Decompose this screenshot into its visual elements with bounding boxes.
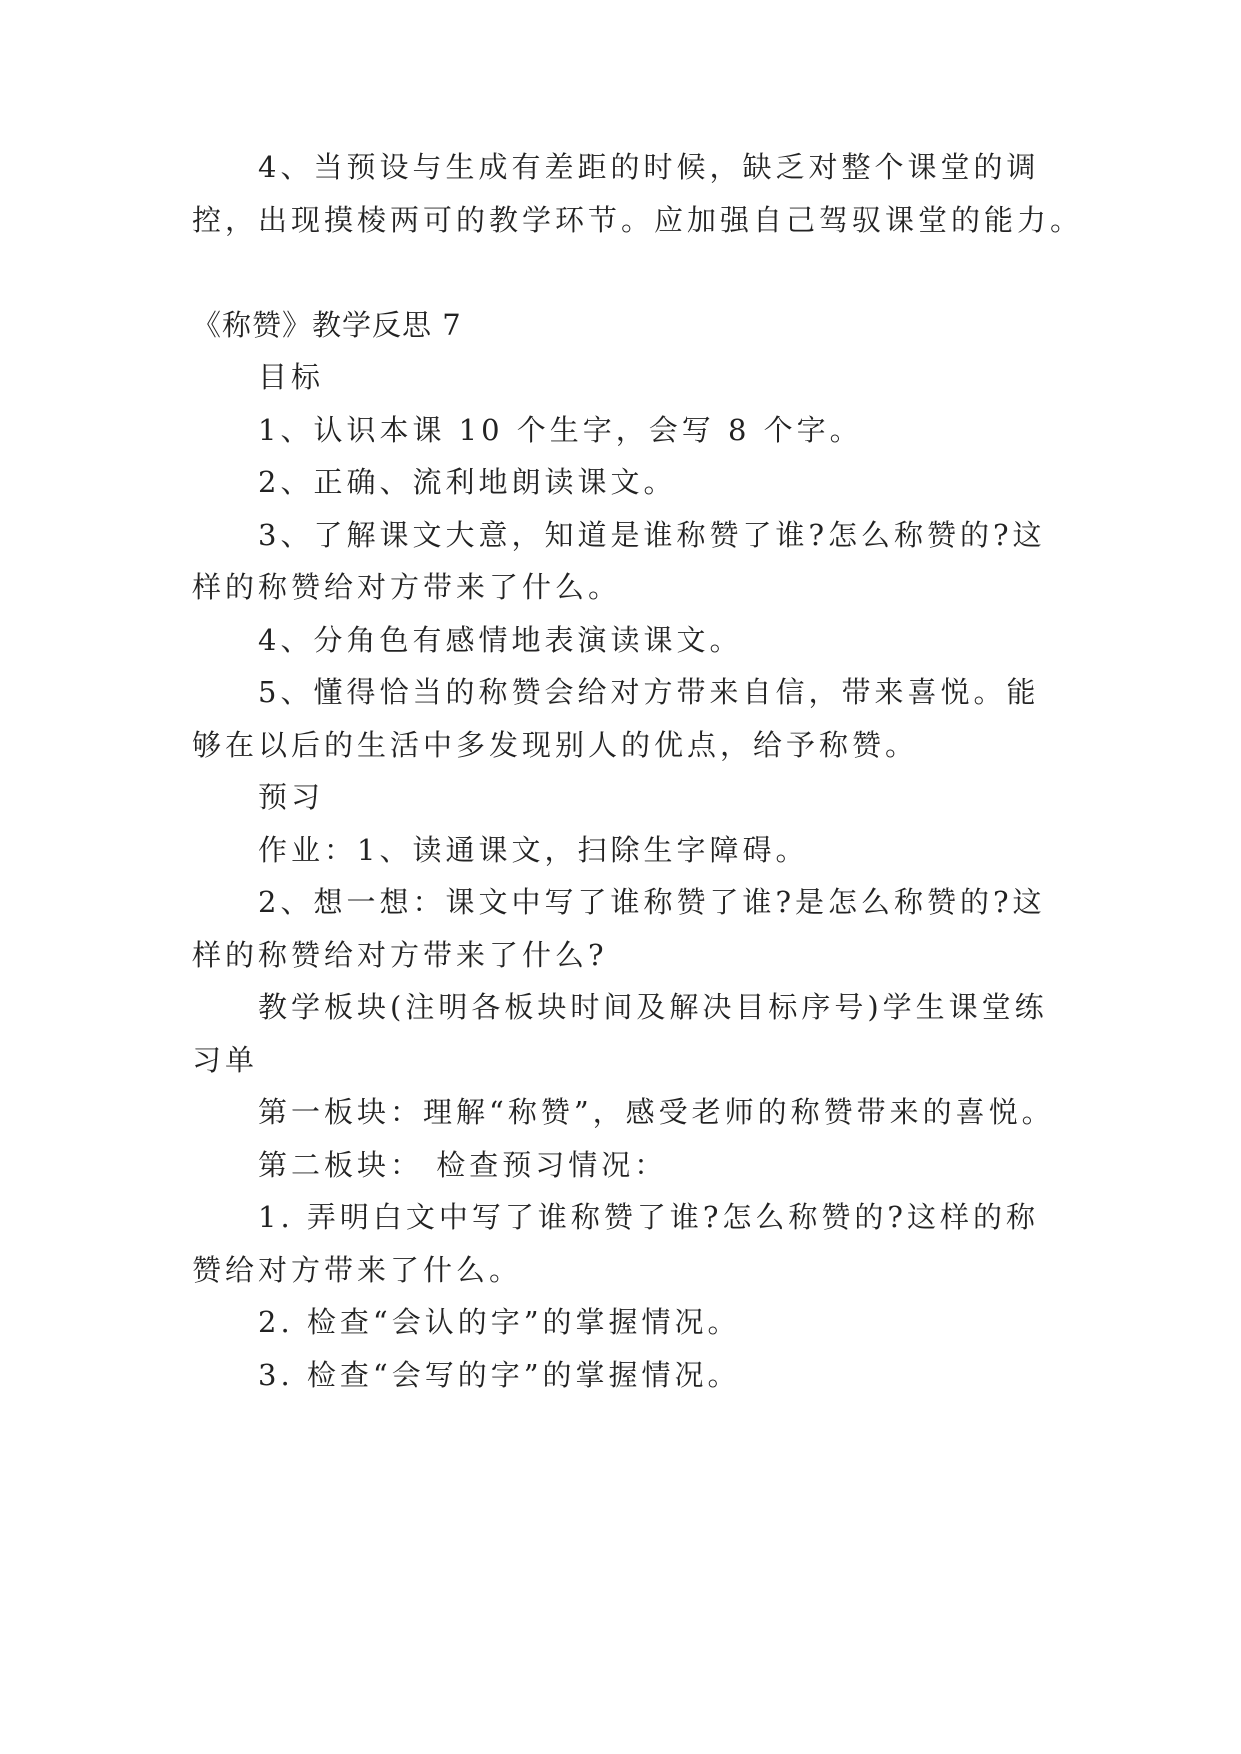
goal-item-5-cont: 够在以后的生活中多发现别人的优点，给予称赞。 [192, 728, 919, 762]
homework-item-2: 2、想一想：课文中写了谁称赞了谁?是怎么称赞的?这 [258, 885, 1046, 919]
check-item-3: 3. 检查“会写的字”的掌握情况。 [258, 1358, 741, 1392]
homework-item-1: 作业：1、读通课文，扫除生字障碍。 [258, 833, 809, 867]
block-1: 第一板块：理解“称赞”，感受老师的称赞带来的喜悦。 [258, 1095, 1055, 1129]
check-item-2: 2. 检查“会认的字”的掌握情况。 [258, 1305, 741, 1339]
goal-item-3: 3、了解课文大意，知道是谁称赞了谁?怎么称赞的?这 [258, 518, 1046, 552]
goal-item-3-cont: 样的称赞给对方带来了什么。 [192, 570, 622, 604]
goal-item-5: 5、懂得恰当的称赞会给对方带来自信，带来喜悦。能 [258, 675, 1040, 709]
block-2: 第二板块： 检查预习情况： [258, 1148, 668, 1182]
goal-item-2: 2、正确、流利地朗读课文。 [258, 465, 677, 499]
heading-preview: 预习 [258, 780, 325, 814]
paragraph-line-1: 4、当预设与生成有差距的时候，缺乏对整个课堂的调 [258, 150, 1040, 184]
check-item-1: 1. 弄明白文中写了谁称赞了谁?怎么称赞的?这样的称 [258, 1200, 1039, 1234]
section-title: 《称赞》教学反思 7 [192, 308, 462, 342]
check-item-1-cont: 赞给对方带来了什么。 [192, 1253, 523, 1287]
teaching-blocks-heading-cont: 习单 [192, 1043, 259, 1077]
heading-goals: 目标 [258, 360, 325, 394]
goal-item-4: 4、分角色有感情地表演读课文。 [258, 623, 743, 657]
goal-item-1: 1、认识本课 10 个生字，会写 8 个字。 [258, 413, 863, 447]
teaching-blocks-heading: 教学板块(注明各板块时间及解决目标序号)学生课堂练 [258, 990, 1048, 1024]
homework-item-2-cont: 样的称赞给对方带来了什么? [192, 938, 608, 972]
paragraph-line-2: 控，出现摸棱两可的教学环节。应加强自己驾驭课堂的能力。 [192, 203, 1084, 237]
